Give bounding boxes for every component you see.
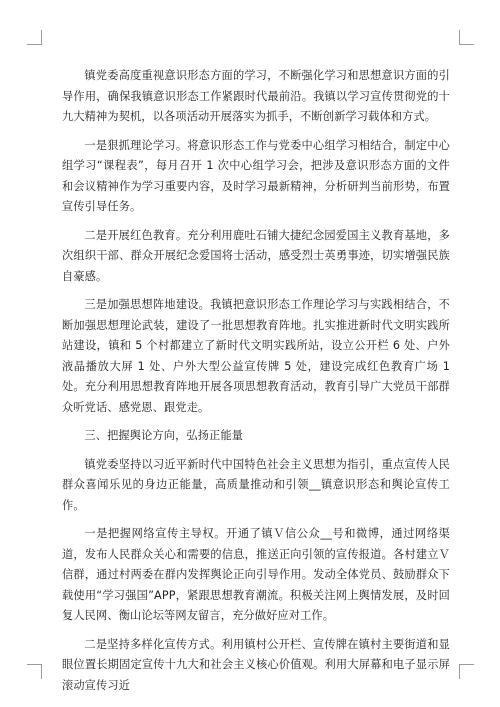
crop-mark-bottom-right (459, 664, 474, 679)
crop-mark-top-right (459, 30, 474, 45)
paragraph-ideological-positions: 三是加强思想阵地建设。我镇把意识形态工作理论学习与实践相结合，不断加强思想理论武装，建设了一批思想教育阵地。扎实推进新时代文明实践所站建设，镇和 5 个村都建立了新时代文明实践所站，设立公开栏 6 处、户外液晶播放大屏 1 处、户外大型公益宣传牌 5 处，建设完成红色教育广场 1 处。充分利用思想教育阵地开展各项思想教育活动，教育引导广大党员干部群众听党话、感党恩、跟党走。 (62, 298, 450, 414)
paragraph-theory-study: 一是狠抓理论学习。将意识形态工作与党委中心组学习相结合，制定中心组学习“课程表”，每月召开 1 次中心组学习会，把涉及意识形态方面的文件和会议精神作为学习重要内容，及时学习最新精神，分析研判当前形势，布置宣传引导任务。 (62, 138, 450, 213)
paragraph-online-publicity: 一是把握网络宣传主导权。开通了镇Ｖ信公众__号和微博，通过网络渠道，发布人民群众关心和需要的信息，推送正向引领的宣传报道。各村建立Ｖ信群，通过村两委在群内发挥舆论正向引导作用。发动全体党员、鼓励群众下载使用“学习强国”APP，紧跟思想教育潮流。积极关注网上舆情发展，及时回复人民网、衡山论坛等网友留言，充分做好应对工作。 (62, 527, 450, 622)
crop-mark-top-left (27, 30, 42, 45)
crop-mark-bottom-left (27, 664, 42, 679)
paragraph-intro: 镇党委高度重视意识形态方面的学习，不断强化学习和思想意识方面的引导作用，确保我镇意识形态工作紧跟时代最前沿。我镇以学习宣传贯彻党的十九大精神为契机，以各项活动开展落实为抓手，不断创新学习载体和方式。 (62, 69, 450, 123)
paragraph-diverse-publicity: 二是坚持多样化宣传方式。利用镇村公开栏、宣传牌在镇村主要街道和显眼位置长期固定宣传十九大和社会主义核心价值观。利用大屏幕和电子显示屏滚动宣传习近 (62, 637, 450, 692)
paragraph-red-education: 二是开展红色教育。充分利用鹿吐石铺大捷纪念园爱国主义教育基地，多次组织干部、群众开展纪念爱国将士活动，感受烈士英勇事迹，切实增强民族自豪感。 (62, 228, 450, 283)
document-body (62, 66, 450, 704)
section-heading-public-opinion: 三、把握舆论方向，弘扬正能量 (84, 429, 244, 442)
paragraph-party-guidance: 镇党委坚持以习近平新时代中国特色社会主义思想为指引，重点宣传人民群众喜闻乐见的身边正能量，高质量推动和引领__镇意识形态和舆论宣传工作。 (62, 457, 450, 512)
